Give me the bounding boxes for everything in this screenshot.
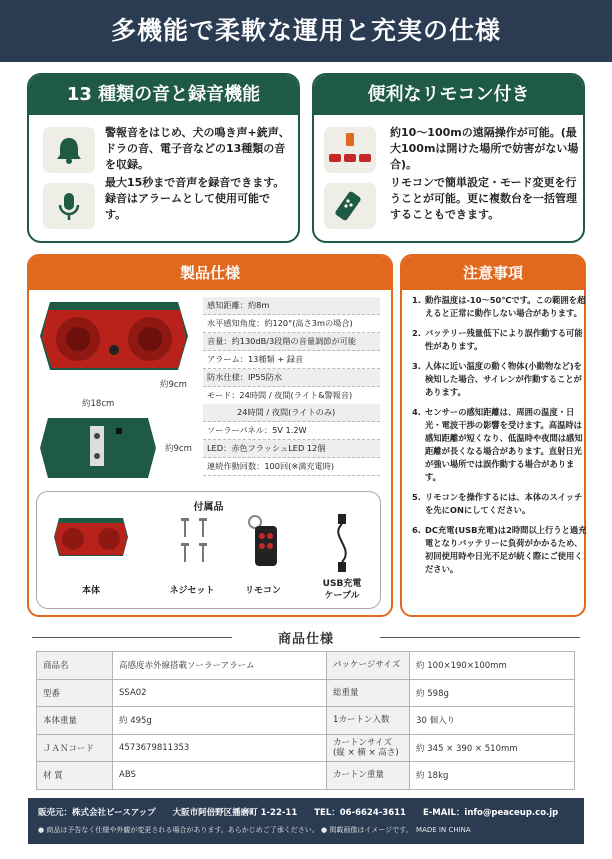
- footer-disclaimer: ● 商品は予告なく仕様や外観が変更される場合があります。あらかじめご了承ください。 ● 掲載画像はイメージです。 MADE IN CHINA: [38, 826, 471, 834]
- note-item: 1. 動作温度は-10〜50℃です。この範囲を超えると正常に動作しない場合があります。: [412, 295, 586, 318]
- note-item: 6. DC充電(USB充電)は2時間以上行うと過充電となりバッテリーに負荷がかかるため、初回使用時や日光不足が続く際にご使用ください。: [412, 525, 587, 574]
- product-back-image: [38, 416, 158, 484]
- microphone-icon: [43, 183, 95, 229]
- usb-cable-image: [327, 512, 357, 578]
- accessories-title: 付属品: [193, 502, 224, 513]
- spec-row: 24時間 / 夜間(ライトのみ): [203, 404, 380, 422]
- table-row: 本体重量 約 495g 1カートン入数 30 個入り: [37, 707, 575, 735]
- note-item: 3. 人体に近い温度の動く物体(小動物など)を検知した場合、サイレンが作動することがあります。: [412, 361, 582, 397]
- spec-row: アラーム：13種類 + 録音: [203, 351, 380, 369]
- spec-title: 製品仕様: [29, 256, 391, 290]
- remote-image: [243, 514, 283, 574]
- table-row: 材 質 ABS カートン重量 約 18kg: [37, 762, 575, 790]
- dimension-height-bottom: 約9cm: [165, 444, 192, 454]
- dimension-width: 約18cm: [82, 399, 115, 409]
- feature-remote-text2: リモコンで簡単設定・モード変更を行うことが可能。更に複数台を一括管理することもできます。: [390, 176, 577, 221]
- bell-icon: [43, 127, 95, 173]
- spec-row: 連続作動回数：100回(※満充電時): [203, 458, 380, 476]
- product-front-image: [38, 298, 190, 378]
- feature-sound-title: 13 種類の音と録音機能: [29, 75, 298, 115]
- product-section-title: 商品仕様: [277, 632, 334, 647]
- spec-row: 防水仕様：IP55防水: [203, 369, 380, 387]
- dimension-height-top: 約9cm: [160, 380, 187, 390]
- accessory-label-usb: USB充電: [322, 579, 362, 589]
- accessory-label-body: 本体: [81, 586, 100, 596]
- accessory-label-remote: リモコン: [244, 586, 281, 596]
- spec-row: 水平感知角度：約120°(高さ3mの場合): [203, 315, 380, 333]
- spec-list: [203, 297, 380, 476]
- accessory-body-image: [53, 516, 129, 562]
- feature-remote-text1: 約10〜100mの遠隔操作が可能。(最大100mは開けた場所で妨害がない場合)。: [390, 126, 579, 171]
- feature-remote-title: 便利なリモコン付き: [314, 75, 583, 115]
- feature-remote-panel: [312, 73, 585, 243]
- table-row: ＪＡＮコード 4573679811353 カートンサイズ (縦 × 横 × 高さ) 約 345 × 390 × 510mm: [37, 734, 575, 762]
- feature-sound-panel: [27, 73, 300, 243]
- spec-row: LED：赤色フラッシュLED 12個: [203, 440, 380, 458]
- divider: [380, 637, 580, 638]
- feature-sound-text2: 最大15秒まで音声を録音できます。録音はアラームとして使用可能です。: [105, 176, 285, 221]
- accessory-label-cable: ケーブル: [324, 591, 360, 601]
- multi-device-icon: [324, 127, 376, 173]
- divider: [32, 637, 232, 638]
- note-item: 2. バッテリー残量低下により誤作動する可能性があります。: [412, 328, 583, 351]
- table-row: 商品名 高感度赤外線搭載ソーラーアラーム パッケージサイズ 約 100×190×100mm: [37, 652, 575, 680]
- notes-list: [412, 294, 590, 583]
- spec-row: ソーラーパネル：5V 1.2W: [203, 422, 380, 440]
- accessories-panel: [36, 491, 381, 609]
- screw-set-image: [175, 516, 213, 568]
- footer-contact: 販売元：株式会社ピースアップ 大阪市阿倍野区播磨町 1-22-11 TEL：06-6624-3611 E-MAIL：info@peaceup.co.jp: [38, 808, 559, 818]
- table-row: 型番 SSA02 総重量 約 598g: [37, 679, 575, 707]
- notes-title: 注意事項: [402, 256, 584, 290]
- accessory-label-screws: ネジセット: [169, 586, 215, 596]
- footer: [28, 798, 584, 844]
- spec-row: モード：24時間 / 夜間(ライト&警報音): [207, 390, 353, 400]
- spec-row: 感知距離：約8m: [203, 297, 380, 315]
- remote-control-icon: [324, 183, 376, 229]
- product-table: [36, 651, 575, 790]
- spec-row: 音量：約130dB/3段階の音量調節が可能: [203, 333, 380, 351]
- product-section-header: [32, 628, 580, 646]
- note-item: 4. センサーの感知距離は、周囲の温度・日光・電波干渉の影響を受けます。高温時は感知距離が短くなり、低温時や夜間は感知距離が長くなる場合があります。直射日光が強い場所では誤作動する場合があります。: [412, 407, 583, 482]
- note-item: 5. リモコンを操作するには、本体のスイッチを先にONにしてください。: [412, 492, 583, 515]
- feature-sound-text1: 警報音をはじめ、犬の鳴き声+銃声、ドラの音、電子音などの13種類の音を収録。: [105, 126, 290, 171]
- page-title: 多機能で柔軟な運用と充実の仕様: [0, 0, 612, 62]
